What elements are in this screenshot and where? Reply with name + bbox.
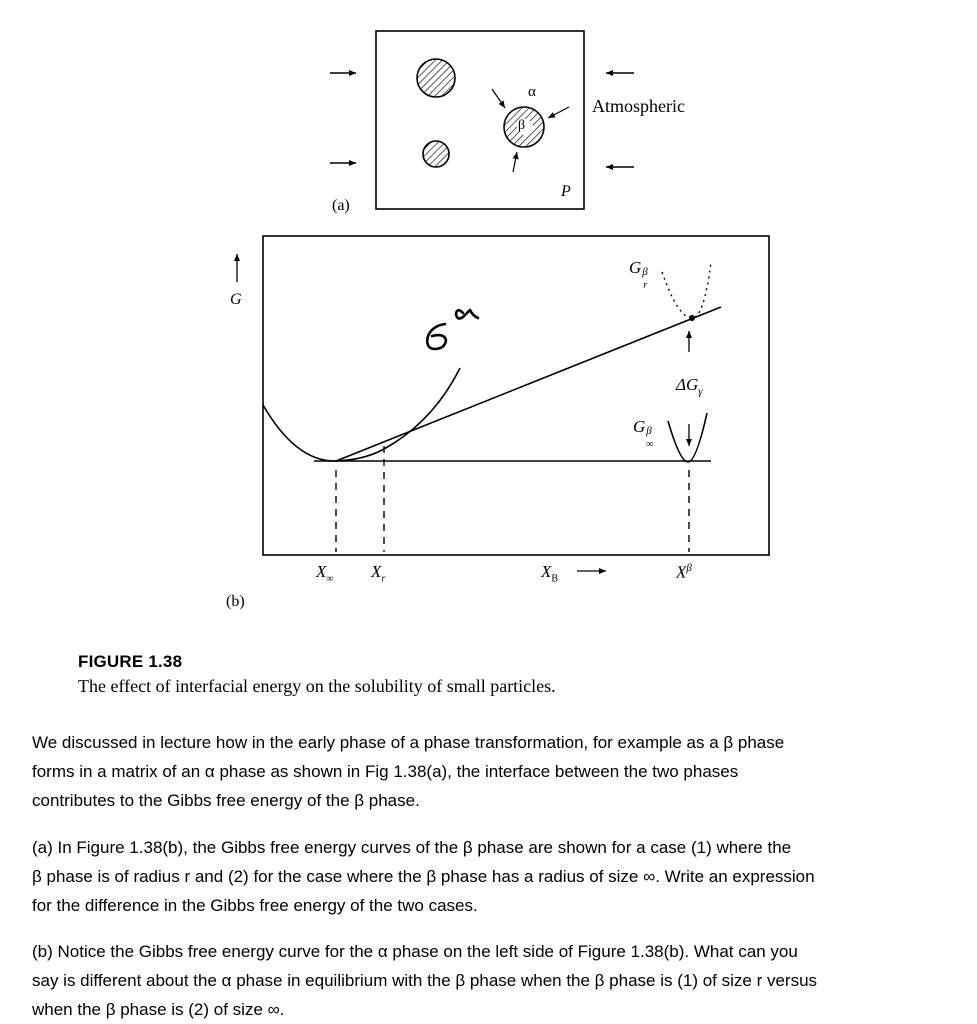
tangent-point-r xyxy=(689,315,695,321)
x-beta-label: $X^\beta$ xyxy=(676,562,692,582)
atmospheric-label: Atmospheric xyxy=(592,96,685,116)
question-a-line: β phase is of radius r and (2) for the case where the β phase has a radius of size ∞. Write an expression xyxy=(32,867,815,886)
panel-b-label: (b) xyxy=(226,593,245,610)
tangent-line-r xyxy=(336,307,721,461)
intro-line: We discussed in lecture how in the early phase of a phase transformation, for example as a β phase xyxy=(32,733,785,752)
x-r-label: $X_r$ xyxy=(371,562,386,585)
g-r-beta-label: G β r xyxy=(629,258,648,291)
panel-a-frame xyxy=(376,31,584,209)
figure-caption-text: The effect of interfacial energy on the solubility of small particles. xyxy=(78,676,556,696)
intro-line: contributes to the Gibbs free energy of the β phase. xyxy=(32,791,420,810)
intro-paragraph xyxy=(32,728,962,815)
alpha-label: α xyxy=(528,84,536,100)
x-inf-label: $X_\infty$ xyxy=(316,562,334,585)
beta-curve-r xyxy=(662,262,711,318)
alpha-gibbs-curve xyxy=(263,368,460,461)
arrow-to-particle-left xyxy=(492,89,505,108)
figure-caption-number: FIGURE 1.38 xyxy=(78,652,183,671)
pressure-p-label: P xyxy=(561,183,571,200)
beta-particle-small xyxy=(423,141,449,167)
arrow-to-particle-bottom xyxy=(513,152,517,172)
question-b-paragraph xyxy=(32,937,962,1024)
panel-a-label: (a) xyxy=(332,197,350,214)
question-b-line: say is different about the α phase in equilibrium with the β phase when the β phase is (1) of size r versus xyxy=(32,971,818,990)
arrow-to-particle-right xyxy=(548,107,569,118)
beta-label: β xyxy=(518,118,526,133)
question-a-line: for the difference in the Gibbs free energy of the two cases. xyxy=(32,896,478,915)
question-b-line: (b) Notice the Gibbs free energy curve for the α phase on the left side of Figure 1.38(b). What can you xyxy=(32,942,798,961)
handwritten-g-alpha xyxy=(427,310,478,349)
question-a-paragraph xyxy=(32,833,962,920)
y-axis-g-label: G xyxy=(230,291,242,308)
beta-particle-large xyxy=(417,59,455,97)
question-b-line: when the β phase is (2) of size ∞. xyxy=(32,1000,285,1019)
beta-curve-infinite xyxy=(668,413,707,462)
intro-line: forms in a matrix of an α phase as shown in Fig 1.38(a), the interface between the two phases xyxy=(32,762,739,781)
g-inf-beta-label: G β ∞ xyxy=(633,417,654,450)
x-b-label: $X_B$ xyxy=(541,562,559,585)
delta-g-label: $\Delta G_\gamma$ xyxy=(676,375,703,398)
question-a-line: (a) In Figure 1.38(b), the Gibbs free energy curves of the β phase are shown for a case (1) where the xyxy=(32,838,792,857)
